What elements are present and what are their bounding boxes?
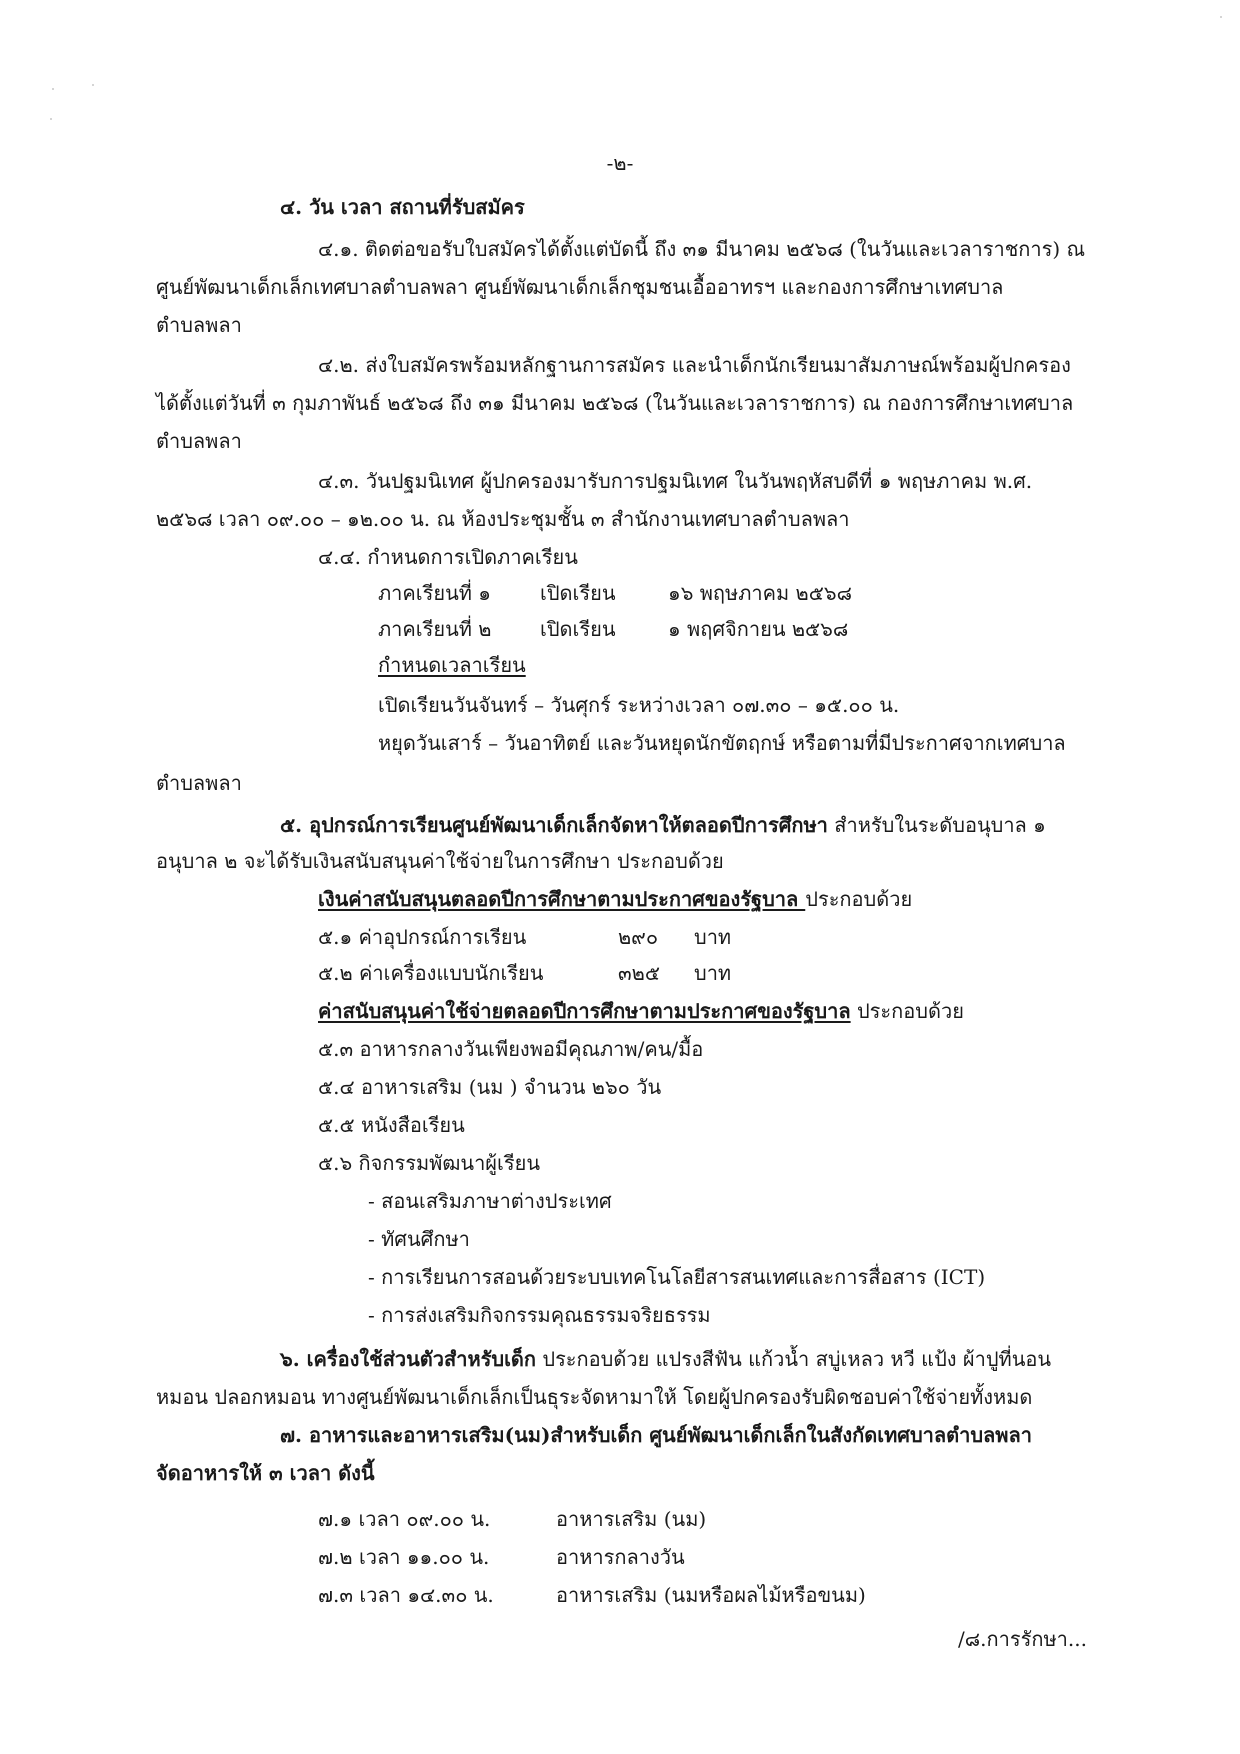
- list-item: ๕.๕ หนังสือเรียน: [318, 1113, 465, 1137]
- schedule-heading: กำหนดเวลาเรียน: [378, 653, 526, 677]
- schedule-open: เปิดเรียนวันจันทร์ – วันศุกร์ ระหว่างเวลา ๐๗.๓๐ – ๑๕.๐๐ น.: [378, 693, 900, 717]
- section-5-line: อนุบาล ๒ จะได้รับเงินสนับสนุนค่าใช้จ่ายในการศึกษา ประกอบด้วย: [156, 849, 724, 873]
- paragraph-4-1-line: ศูนย์พัฒนาเด็กเล็กเทศบาลตำบลพลา ศูนย์พัฒนาเด็กเล็กชุมชนเอื้ออาทรฯ และกองการศึกษาเทศบาล: [156, 275, 1004, 299]
- paragraph-4-3-line: ๒๕๖๘ เวลา ๐๙.๐๐ – ๑๒.๐๐ น. ณ ห้องประชุมชั้น ๓ สำนักงานเทศบาลตำบลพลา: [156, 507, 850, 531]
- subsection-5-expense-line: [318, 996, 964, 1026]
- fee-unit: บาท: [694, 961, 732, 985]
- section-4-heading: ๔. วัน เวลา สถานที่รับสมัคร: [280, 195, 525, 219]
- activity-item: - สอนเสริมภาษาต่างประเทศ: [368, 1189, 612, 1213]
- paragraph-4-4-title: ๔.๔. กำหนดการเปิดภาคเรียน: [318, 545, 578, 569]
- list-item: ๕.๓ อาหารกลางวันเพียงพอมีคุณภาพ/คน/มื้อ: [318, 1037, 704, 1061]
- paragraph-4-2-line: ตำบลพลา: [156, 429, 242, 453]
- term-date: ๑๖ พฤษภาคม ๒๕๖๘: [668, 581, 853, 605]
- meal-time: ๗.๓ เวลา ๑๔.๓๐ น.: [318, 1583, 494, 1607]
- section-6-line: หมอน ปลอกหมอน ทางศูนย์พัฒนาเด็กเล็กเป็นธุระจัดหามาให้ โดยผู้ปกครองรับผิดชอบค่าใช้จ่ายทั้งหมด: [156, 1385, 1033, 1409]
- section-6-heading-line: [280, 1344, 1051, 1374]
- section-6-heading: ๖. เครื่องใช้ส่วนตัวสำหรับเด็ก: [280, 1347, 537, 1371]
- schedule-closed-line: ตำบลพลา: [156, 771, 242, 795]
- list-item: ๕.๖ กิจกรรมพัฒนาผู้เรียน: [318, 1151, 540, 1175]
- term-date: ๑ พฤศจิกายน ๒๕๖๘: [668, 617, 849, 641]
- activity-item: - การส่งเสริมกิจกรรมคุณธรรมจริยธรรม: [368, 1303, 711, 1327]
- meal-name: อาหารกลางวัน: [556, 1545, 685, 1569]
- section-5-heading-rest: สำหรับในระดับอนุบาล ๑: [827, 813, 1046, 837]
- scan-speck: [92, 84, 94, 86]
- section-5-heading: ๕. อุปกรณ์การเรียนศูนย์พัฒนาเด็กเล็กจัดหาให้ตลอดปีการศึกษา: [280, 813, 828, 837]
- paragraph-4-1-line: ตำบลพลา: [156, 313, 242, 337]
- fee-unit: บาท: [694, 925, 732, 949]
- section-5-heading-line: [280, 810, 1046, 840]
- term-label: เปิดเรียน: [540, 617, 616, 641]
- fee-amount: ๓๒๕: [618, 961, 660, 985]
- subsection-5-funding-rest: ประกอบด้วย: [805, 887, 913, 911]
- scan-speck: [52, 88, 54, 90]
- meal-name: อาหารเสริม (นม): [556, 1507, 707, 1531]
- section-7-line: จัดอาหารให้ ๓ เวลา ดังนี้: [156, 1461, 375, 1485]
- page-number: -๒-: [606, 151, 634, 175]
- term-name: ภาคเรียนที่ ๑: [378, 581, 491, 605]
- meal-time: ๗.๒ เวลา ๑๑.๐๐ น.: [318, 1545, 490, 1569]
- subsection-5-funding-heading: เงินค่าสนับสนุนตลอดปีการศึกษาตามประกาศของรัฐบาล: [318, 887, 806, 911]
- schedule-closed-line: หยุดวันเสาร์ – วันอาทิตย์ และวันหยุดนักขัตฤกษ์ หรือตามที่มีประกาศจากเทศบาล: [378, 731, 1066, 755]
- term-name: ภาคเรียนที่ ๒: [378, 617, 492, 641]
- subsection-5-expense-heading: ค่าสนับสนุนค่าใช้จ่ายตลอดปีการศึกษาตามประกาศของรัฐบาล: [318, 999, 851, 1023]
- paragraph-4-3-line: ๔.๓. วันปฐมนิเทศ ผู้ปกครองมารับการปฐมนิเทศ ในวันพฤหัสบดีที่ ๑ พฤษภาคม พ.ศ.: [318, 469, 1033, 493]
- subsection-5-expense-rest: ประกอบด้วย: [850, 999, 964, 1023]
- activity-item: - ทัศนศึกษา: [368, 1227, 470, 1251]
- paragraph-4-2-line: ๔.๒. ส่งใบสมัครพร้อมหลักฐานการสมัคร และนำเด็กนักเรียนมาสัมภาษณ์พร้อมผู้ปกครอง: [318, 353, 1071, 377]
- scan-speck: [1220, 16, 1222, 18]
- paragraph-4-2-line: ได้ตั้งแต่วันที่ ๓ กุมภาพันธ์ ๒๕๖๘ ถึง ๓๑ มีนาคม ๒๕๖๘ (ในวันและเวลาราชการ) ณ กองการศึกษาเทศบาล: [156, 391, 1074, 415]
- section-6-rest: ประกอบด้วย แปรงสีฟัน แก้วน้ำ สบู่เหลว หวี แป้ง ผ้าปูที่นอน: [536, 1347, 1052, 1371]
- section-7-heading: ๗. อาหารและอาหารเสริม(นม)สำหรับเด็ก ศูนย์พัฒนาเด็กเล็กในสังกัดเทศบาลตำบลพลา: [280, 1423, 1032, 1447]
- subsection-5-funding-line: [318, 884, 912, 914]
- meal-time: ๗.๑ เวลา ๐๙.๐๐ น.: [318, 1507, 491, 1531]
- activity-item: - การเรียนการสอนด้วยระบบเทคโนโลยีสารสนเทศและการสื่อสาร (ICT): [368, 1265, 986, 1289]
- fee-amount: ๒๙๐: [618, 925, 659, 949]
- paragraph-4-1-line: ๔.๑. ติดต่อขอรับใบสมัครได้ตั้งแต่บัดนี้ ถึง ๓๑ มีนาคม ๒๕๖๘ (ในวันและเวลาราชการ) ณ: [318, 237, 1086, 261]
- fee-item: ๕.๒ ค่าเครื่องแบบนักเรียน: [318, 961, 544, 985]
- meal-name: อาหารเสริม (นมหรือผลไม้หรือขนม): [556, 1583, 866, 1607]
- scan-speck: [50, 118, 52, 120]
- fee-item: ๕.๑ ค่าอุปกรณ์การเรียน: [318, 925, 527, 949]
- term-label: เปิดเรียน: [540, 581, 616, 605]
- continuation-note: /๘.การรักษา...: [958, 1627, 1087, 1651]
- list-item: ๕.๔ อาหารเสริม (นม ) จำนวน ๒๖๐ วัน: [318, 1075, 662, 1099]
